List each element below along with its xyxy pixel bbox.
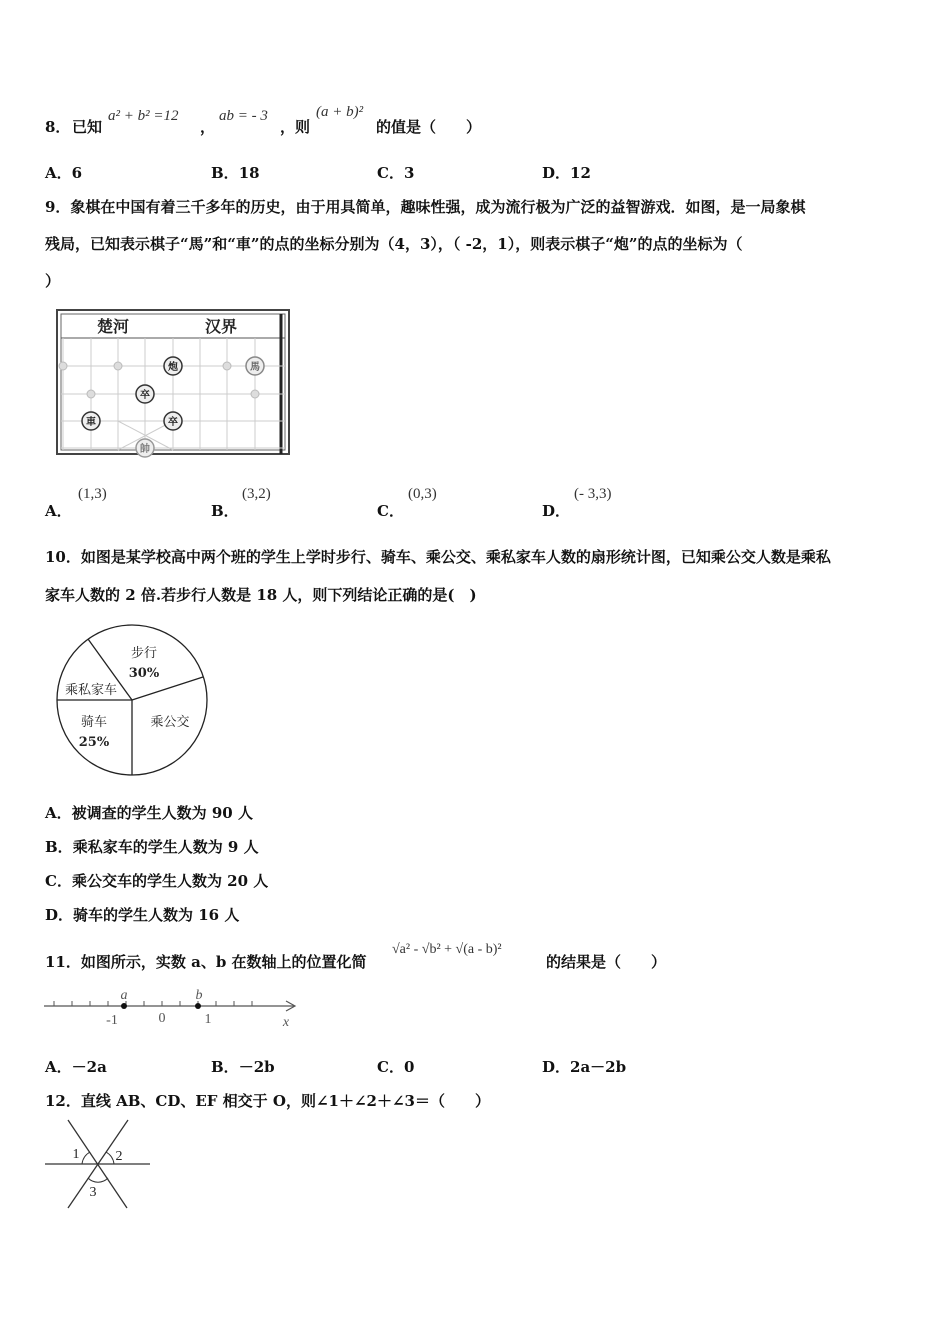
q9-line-2: 残局，已知表示棋子“馬”和“車”的点的坐标分别为（4，3），（ -2，1），则表示棋子“炮”的点的坐标为（: [45, 235, 743, 253]
point-b: [195, 1003, 201, 1009]
label-a: a: [120, 988, 128, 1003]
q11-option-c[interactable]: C．0: [377, 1058, 415, 1076]
q9-option-b-key[interactable]: B．: [211, 502, 239, 520]
q11-option-d[interactable]: D．2a－2b: [542, 1058, 627, 1076]
q10-option-d[interactable]: D．骑车的学生人数为 16 人: [45, 906, 240, 924]
q9-option-c-key[interactable]: C．: [377, 502, 404, 520]
q8-option-a[interactable]: A．6: [45, 164, 83, 182]
angle-label-3: 3: [89, 1185, 97, 1200]
piece-ju: [82, 412, 100, 430]
q8-number: 8．: [45, 118, 71, 136]
svg-text:卒: 卒: [140, 390, 150, 401]
pie-label-bus: 乘公交: [150, 715, 190, 730]
q8-option-b[interactable]: B．18: [211, 164, 260, 182]
q11-text-1: 11．如图所示，实数 a、b 在数轴上的位置化简: [45, 953, 367, 971]
pie-label-car: 乘私家车: [64, 683, 118, 698]
label-one: 1: [204, 1012, 212, 1027]
pie-pct-walk: 30%: [128, 666, 160, 681]
q11-text-2: 的结果是（ ）: [546, 953, 667, 971]
piece-pao: [164, 357, 182, 375]
q10-option-c[interactable]: C．乘公交车的学生人数为 20 人: [45, 872, 269, 890]
q10-line-1: 10．如图是某学校高中两个班的学生上学时步行、骑车、乘公交、乘私家车人数的扇形统计图，已知乘公交人数是乘私: [45, 548, 831, 566]
board-title-left: 楚河: [97, 317, 130, 336]
chess-board-figure: [55, 308, 295, 460]
q8-expr-3: (a + b)²: [316, 104, 364, 120]
svg-text:帥: 帥: [140, 444, 150, 455]
number-line-figure: [42, 986, 302, 1030]
svg-text:炮: 炮: [168, 362, 178, 373]
q10-line-2: 家车人数的 2 倍.若步行人数是 18 人，则下列结论正确的是( ): [45, 586, 477, 604]
q9-option-b[interactable]: (3,2): [242, 486, 271, 502]
q8-comma: ，: [200, 118, 216, 136]
q11-option-b[interactable]: B．－2b: [211, 1058, 275, 1076]
q12-text: 12．直线 AB、CD、EF 相交于 O，则∠1＋∠2＋∠3＝（ ）: [45, 1092, 490, 1110]
label-x: x: [282, 1015, 290, 1030]
label-b: b: [195, 988, 203, 1003]
intersecting-lines-figure: [42, 1118, 154, 1212]
pie-pct-bike: 25%: [78, 735, 110, 750]
q8-expr-1: a² + b² =12: [108, 108, 179, 124]
svg-text:卒: 卒: [168, 417, 178, 428]
board-title-right: 汉界: [205, 317, 238, 336]
piece-zu-2: [164, 412, 182, 430]
q9-line-1: 9．象棋在中国有着三千多年的历史，由于用具简单，趣味性强，成为流行极为广泛的益智游戏．如图，是一局象棋: [45, 198, 806, 216]
pie-label-bike: 骑车: [80, 715, 108, 730]
q8-option-c[interactable]: C．3: [377, 164, 415, 182]
q8-text-2: ，则: [280, 118, 311, 136]
q10-option-a[interactable]: A．被调查的学生人数为 90 人: [45, 804, 253, 822]
q9-option-c[interactable]: (0,3): [408, 486, 437, 502]
pie-chart-figure: [52, 620, 212, 780]
svg-text:車: 車: [86, 417, 96, 428]
q9-option-d[interactable]: (- 3,3): [574, 486, 612, 502]
q9-line-3: ）: [45, 272, 61, 290]
angle-label-1: 1: [72, 1147, 80, 1162]
q9-option-a-key[interactable]: A．: [45, 502, 72, 520]
label-zero: 0: [158, 1011, 166, 1026]
svg-text:馬: 馬: [250, 362, 260, 373]
q10-option-b[interactable]: B．乘私家车的学生人数为 9 人: [45, 838, 259, 856]
piece-shuai: [136, 439, 154, 457]
angle-label-2: 2: [115, 1149, 123, 1164]
q8-text-1: 已知: [72, 118, 103, 136]
label-minus-one: -1: [106, 1013, 118, 1028]
q8-text-3: 的值是（ ）: [376, 118, 482, 136]
q11-expr: √a² - √b² + √(a - b)²: [392, 942, 502, 957]
q9-option-a[interactable]: (1,3): [78, 486, 107, 502]
piece-zu-1: [136, 385, 154, 403]
piece-ma: [246, 357, 264, 375]
q8-expr-2: ab = - 3: [219, 108, 268, 124]
point-a: [121, 1003, 127, 1009]
pie-label-walk: 步行: [130, 646, 158, 661]
q11-option-a[interactable]: A．－2a: [45, 1058, 107, 1076]
q9-option-d-key[interactable]: D．: [542, 502, 571, 520]
q8-option-d[interactable]: D．12: [542, 164, 591, 182]
